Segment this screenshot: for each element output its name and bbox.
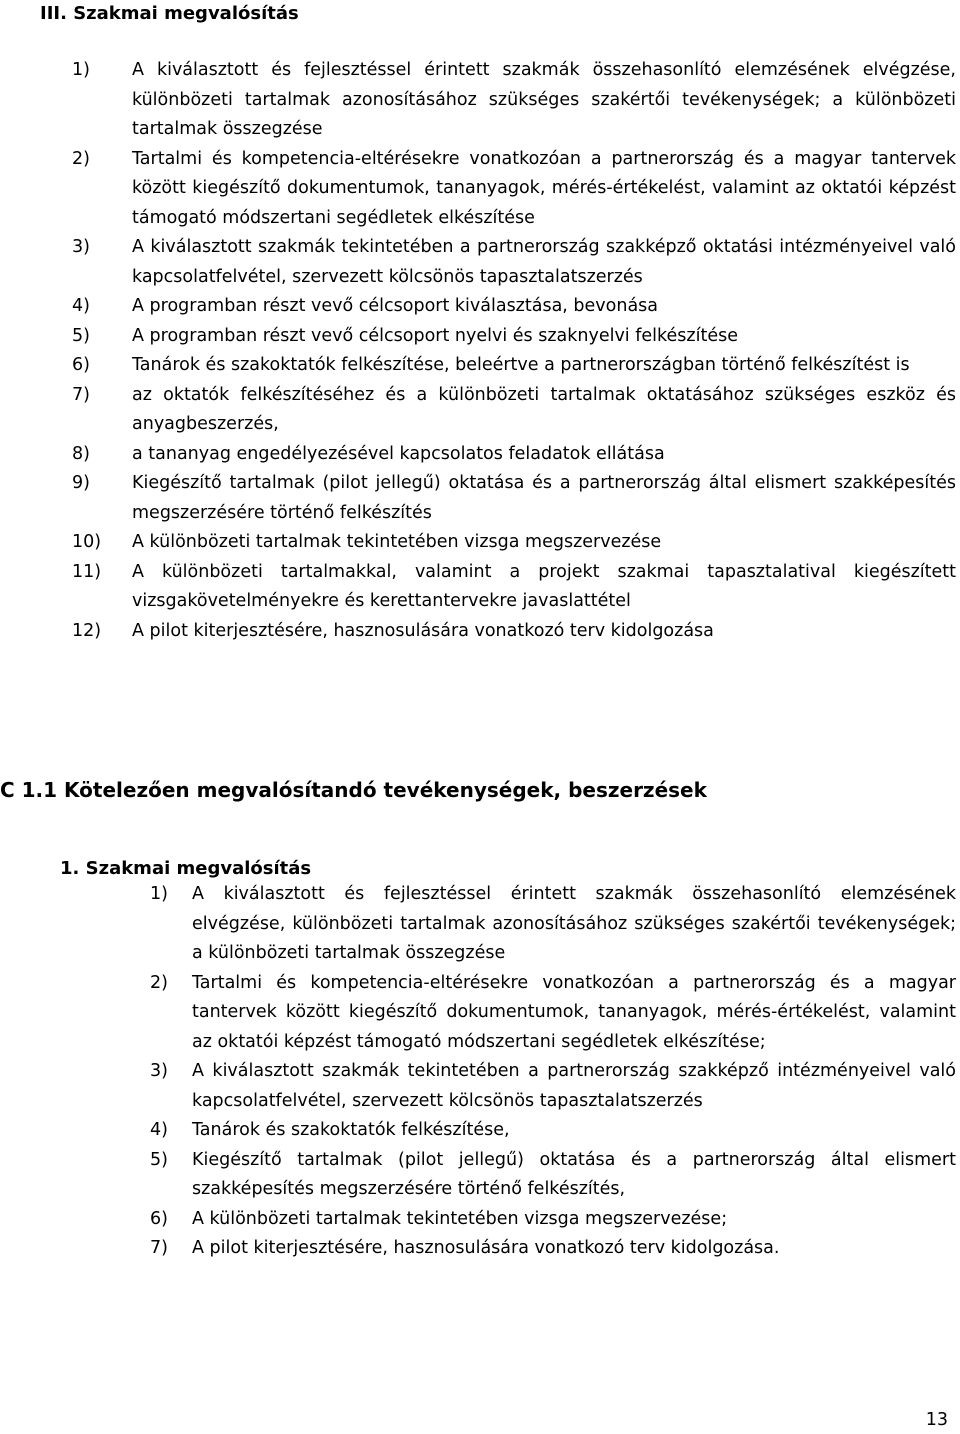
item-text: A különbözeti tartalmakkal, valamint a projekt szakmai tapasztalatival kiegészített vizsgakövetelményekre és kerettantervekre javaslattétel — [132, 561, 956, 611]
item-number: 4) — [72, 296, 90, 316]
item-text: A különbözeti tartalmak tekintetében vizsga megszervezése; — [192, 1208, 728, 1229]
item-text: Tartalmi és kompetencia-eltérésekre vonatkozóan a partnerország és a magyar tantervek között kiegészítő dokumentumok, tananyagok, mérés-értékelést, valamint az oktatói képzést támogató módszertani segédletek elkészítése; — [192, 972, 956, 1052]
item-number: 4) — [150, 1120, 168, 1140]
item-number: 8) — [72, 443, 90, 464]
c-section-activity-list — [150, 880, 956, 1264]
item-text: a tananyag engedélyezésével kapcsolatos feladatok ellátása — [132, 443, 665, 464]
item-text: az oktatók felkészítéséhez és a különbözeti tartalmak oktatásához szükséges eszköz és anyagbeszerzés, — [132, 384, 956, 434]
item-number: 7) — [150, 1238, 168, 1258]
list-item — [72, 440, 956, 470]
list-item — [150, 1116, 956, 1146]
item-text: Tanárok és szakoktatók felkészítése, beleértve a partnerországban történő felkészítést is — [132, 355, 910, 375]
item-number: 3) — [72, 237, 90, 257]
section-activity-list — [72, 56, 956, 646]
item-text: Kiegészítő tartalmak (pilot jellegű) oktatása és a partnerország által elismert szakképesítés megszerzésére történő felkészítés — [132, 473, 956, 523]
list-item — [72, 233, 956, 292]
item-text: A kiválasztott szakmák tekintetében a partnerország szakképző intézményeivel való kapcsolatfelvétel, szervezett kölcsönös tapasztalatszerzés — [192, 1061, 956, 1111]
item-text: Tanárok és szakoktatók felkészítése, — [192, 1120, 510, 1140]
item-number: 2) — [72, 148, 90, 169]
item-number: 6) — [150, 1208, 168, 1229]
item-text: A kiválasztott szakmák tekintetében a partnerország szakképző oktatási intézményeivel való kapcsolatfelvétel, szervezett kölcsönös tapasztalatszerzés — [132, 237, 956, 287]
section-heading: III. Szakmai megvalósítás — [40, 3, 299, 24]
item-number: 5) — [150, 1149, 168, 1170]
item-text: A programban részt vevő célcsoport kiválasztása, bevonása — [132, 296, 659, 316]
list-item — [150, 1146, 956, 1205]
item-number: 10) — [72, 532, 102, 552]
item-text: A pilot kiterjesztésére, hasznosulására vonatkozó terv kidolgozása — [132, 620, 714, 641]
item-text: A kiválasztott és fejlesztéssel érintett szakmák összehasonlító elemzésének elvégzése, különbözeti tartalmak azonosításához szükséges szakértői tevékenységek; a különbözeti tartalmak összegzése — [192, 884, 956, 963]
list-item — [72, 322, 956, 352]
list-item — [72, 617, 956, 647]
item-number: 7) — [72, 384, 90, 405]
item-text: A pilot kiterjesztésére, hasznosulására vonatkozó terv kidolgozása. — [192, 1238, 780, 1258]
item-number: 5) — [72, 325, 90, 346]
list-item — [72, 558, 956, 617]
page-number: 13 — [925, 1410, 948, 1430]
item-text: A programban részt vevő célcsoport nyelvi és szaknyelvi felkészítése — [132, 325, 738, 346]
list-item — [72, 469, 956, 528]
item-text: Kiegészítő tartalmak (pilot jellegű) oktatása és a partnerország által elismert szakképesítés megszerzésére történő felkészítés, — [192, 1149, 956, 1199]
item-text: A kiválasztott és fejlesztéssel érintett szakmák összehasonlító elemzésének elvégzése, különbözeti tartalmak azonosításához szükséges szakértői tevékenységek; a különbözeti tartalmak összegzése — [132, 60, 956, 139]
list-item — [150, 1234, 956, 1264]
item-number: 3) — [150, 1061, 168, 1081]
c-section-subheading: 1. Szakmai megvalósítás — [60, 858, 312, 879]
item-number: 9) — [72, 473, 90, 493]
item-number: 2) — [150, 972, 168, 993]
c-section-heading: C 1.1 Kötelezően megvalósítandó tevékenységek, beszerzések — [0, 778, 707, 802]
list-item — [72, 381, 956, 440]
item-number: 12) — [72, 620, 102, 641]
item-number: 6) — [72, 355, 90, 375]
list-item — [72, 56, 956, 145]
list-item — [72, 145, 956, 234]
list-item — [72, 292, 956, 322]
item-number: 1) — [150, 884, 168, 904]
item-text: A különbözeti tartalmak tekintetében vizsga megszervezése — [132, 532, 662, 552]
list-item — [150, 1057, 956, 1116]
list-item — [72, 528, 956, 558]
item-number: 11) — [72, 561, 102, 582]
list-item — [150, 969, 956, 1058]
item-number: 1) — [72, 60, 90, 80]
item-text: Tartalmi és kompetencia-eltérésekre vonatkozóan a partnerország és a magyar tantervek között kiegészítő dokumentumok, tananyagok, mérés-értékelést, valamint az oktatói képzést támogató módszertani segédletek elkészítése — [132, 148, 956, 228]
list-item — [150, 880, 956, 969]
list-item — [150, 1205, 956, 1235]
list-item — [72, 351, 956, 381]
